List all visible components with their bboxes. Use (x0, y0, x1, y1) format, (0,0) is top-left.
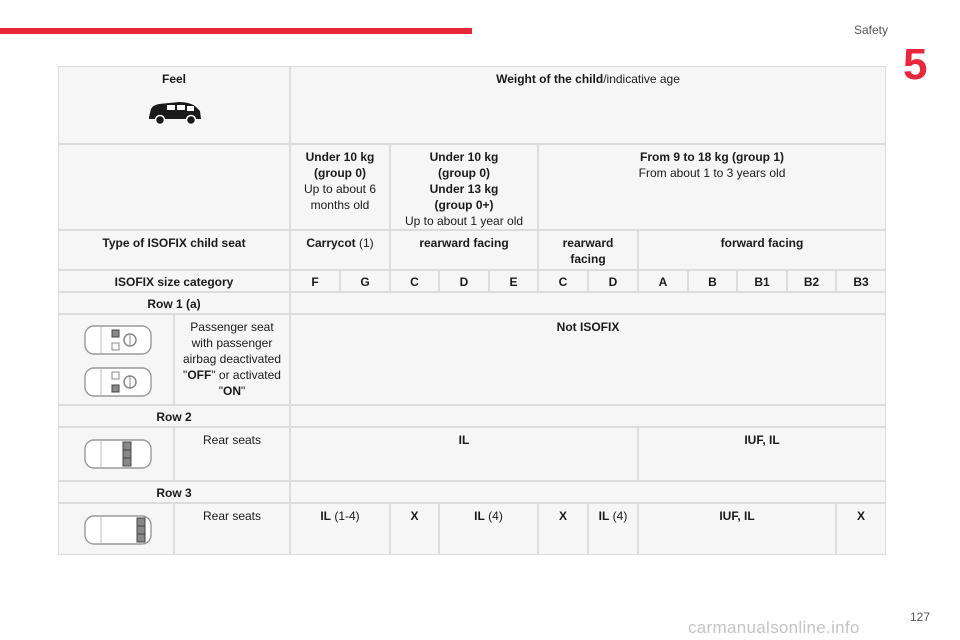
row1-icon-cell (58, 314, 174, 405)
size-cat-D2: D (588, 270, 638, 292)
weight-header-cell (290, 66, 886, 144)
row3-v1: IL (320, 509, 331, 523)
size-cat-A: A (638, 270, 688, 292)
row3-value-1 (290, 503, 390, 555)
group-0-age: Up to about 6 months old (303, 182, 377, 212)
row3-v3-note: (4) (484, 509, 503, 523)
section-title: Safety (853, 23, 888, 37)
row3-label-fill (290, 481, 886, 503)
size-cat-G: G (340, 270, 390, 292)
row2-seat-cell: Rear seats (174, 427, 290, 481)
group-0plus-label: (group 0+) (434, 198, 494, 212)
row3-v1-note: (1-4) (331, 509, 360, 523)
type-label-cell: Type of ISOFIX child seat (58, 230, 290, 270)
vehicle-top-row3-icon (83, 513, 153, 547)
size-cat-B1: B1 (737, 270, 787, 292)
page-number: 127 (910, 610, 931, 624)
row3-value-4: X (538, 503, 588, 555)
size-cat-B3: B3 (836, 270, 886, 292)
row2-left-value: IL (290, 427, 638, 481)
row1-value: Not ISOFIX (290, 314, 886, 405)
vehicle-top-front-seat-icon-2 (83, 365, 153, 399)
row1-seat-text: Passenger seat with passenger airbag deactivated " (182, 320, 282, 382)
row3-value-7: X (836, 503, 886, 555)
row1-seat-text-3: " (241, 384, 246, 398)
size-cat-F: F (290, 270, 340, 292)
row3-v5-note: (4) (609, 509, 628, 523)
size-label-cell: ISOFIX size category (58, 270, 290, 292)
row3-label: Row 3 (58, 481, 290, 503)
vehicle-side-icon (145, 97, 205, 127)
row1-seat-text-2: " or activated " (211, 368, 281, 398)
weight-header-rest: /indicative age (603, 72, 680, 86)
row1-label: Row 1 (a) (58, 292, 290, 314)
chapter-number: 5 (903, 40, 928, 89)
feel-cell (58, 66, 290, 144)
row3-value-6: IUF, IL (638, 503, 836, 555)
row3-value-5 (588, 503, 638, 555)
group-0-label: (group 0) (314, 166, 366, 180)
vehicle-top-front-seat-icon (83, 323, 153, 357)
row3-value-2: X (390, 503, 439, 555)
group-0-weight: Under 10 kg (305, 150, 375, 164)
row1-label-fill (290, 292, 886, 314)
group-0b-label: (group 0) (438, 166, 490, 180)
size-cat-C: C (390, 270, 439, 292)
vehicle-top-row2-icon (83, 437, 153, 471)
row2-right-value: IUF, IL (638, 427, 886, 481)
rearward-cell-1: rearward facing (390, 230, 538, 270)
row2-icon-cell (58, 427, 174, 481)
group-0-cell (290, 144, 390, 230)
row3-v3: IL (474, 509, 485, 523)
carrycot-cell (290, 230, 390, 270)
carrycot-label: Carrycot (306, 236, 356, 250)
airbag-off-label: OFF (187, 368, 212, 382)
size-cat-E: E (489, 270, 538, 292)
group-0plus-cell (390, 144, 538, 230)
forward-cell: forward facing (638, 230, 886, 270)
header-red-bar (0, 28, 472, 34)
airbag-on-label: ON (223, 384, 241, 398)
group-1-cell (538, 144, 886, 230)
rearward-cell-2: rearward facing (538, 230, 638, 270)
group-0b-weight: Under 10 kg (429, 150, 499, 164)
size-cat-C2: C (538, 270, 588, 292)
groups-empty-cell (58, 144, 290, 230)
row3-seat-cell: Rear seats (174, 503, 290, 555)
group-0plus-weight: Under 13 kg (429, 182, 499, 196)
group-1-weight: From 9 to 18 kg (group 1) (639, 150, 784, 164)
row1-seat-cell (174, 314, 290, 405)
carrycot-note: (1) (355, 236, 374, 250)
size-cat-D: D (439, 270, 489, 292)
watermark: carmanualsonline.info (688, 618, 860, 637)
row3-icon-cell (58, 503, 174, 555)
row2-label-fill (290, 405, 886, 427)
size-cat-B: B (688, 270, 737, 292)
weight-header-bold: Weight of the child (496, 72, 604, 86)
row3-v5: IL (598, 509, 610, 523)
size-cat-B2: B2 (787, 270, 836, 292)
feel-label: Feel (161, 72, 186, 86)
group-1-age: From about 1 to 3 years old (638, 166, 786, 180)
row2-label: Row 2 (58, 405, 290, 427)
group-0plus-age: Up to about 1 year old (404, 214, 524, 228)
row3-value-3 (439, 503, 538, 555)
